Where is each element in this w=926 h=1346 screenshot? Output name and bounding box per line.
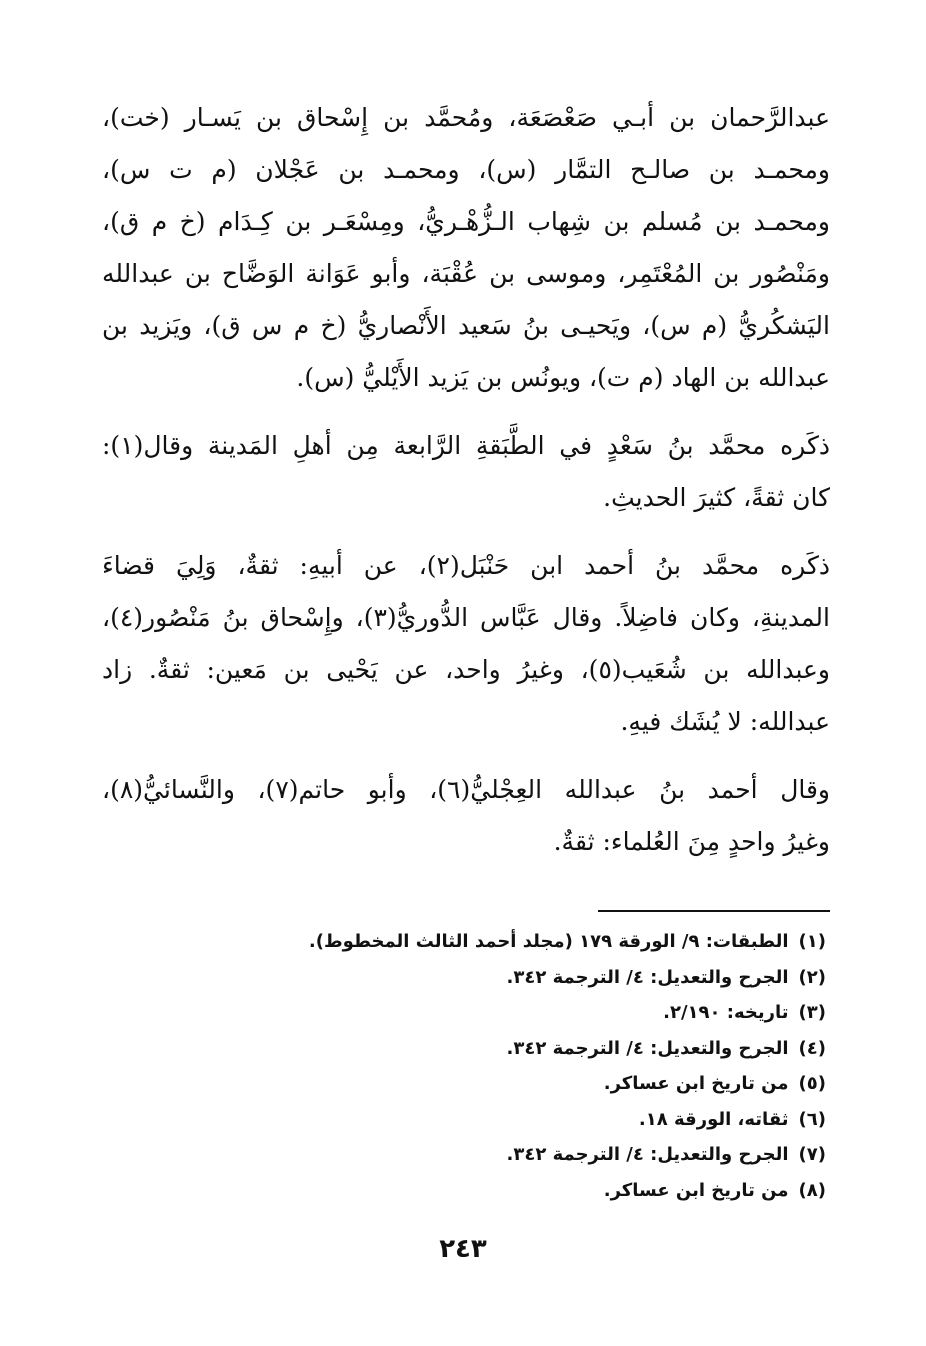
footnote [226, 924, 826, 960]
footnote-number: (٣) [798, 1002, 826, 1023]
footnote-number: (٢) [798, 966, 826, 988]
text-line: عبدالله: لا يُشَك فيهِ. [620, 707, 830, 736]
footnote-number: (١) [798, 931, 826, 952]
footnote-number: (٧) [798, 1144, 826, 1165]
text-line: ذكَره محمَّد بنُ أحمد ابن حَنْبَل(٢)، عن أبيهِ: ثقةٌ، وَلِيَ قضاءَ [102, 551, 830, 580]
text-line: كان ثقةً، كثيرَ الحديثِ. [603, 483, 830, 512]
footnote-text: الجرح والتعديل: ٤/ الترجمة ٣٤٢. [506, 1037, 789, 1059]
text-line: وغيرُ واحدٍ مِنَ العُلماء: ثقةٌ. [553, 827, 830, 856]
footnote-text: الجرح والتعديل: ٤/ الترجمة ٣٤٢. [506, 1144, 789, 1165]
paragraph-ibn-hanbal [102, 540, 830, 748]
text-line: المدينةِ، وكان فاضِلاً. وقال عَبَّاس الدُّوريُّ(٣)، وإِسْحاق بنُ مَنْصُور(٤)، [102, 603, 830, 632]
footnote-text: الجرح والتعديل: ٤/ الترجمة ٣٤٢. [506, 966, 789, 988]
footnote [226, 1066, 826, 1102]
text-line: اليَشكُريُّ (م س)، ويَحيـى بنُ سَعيد الأَنْصاريُّ (خ م س ق)، ويَزيد بن [102, 311, 830, 340]
paragraph-narrators [102, 92, 830, 404]
text-line: عبدالرَّحمان بن أبـي صَعْصَعَة، ومُحمَّد بن إِسْحاق بن يَسـار (خت)، [102, 103, 830, 132]
text-line: ومحمـد بن مُسلم بن شِهاب الـزُّهْـريُّ، ومِسْعَـر بن كِـدَام (خ م ق)، [102, 207, 830, 236]
text-line: ومَنْصُور بن المُعْتَمِر، وموسى بن عُقْبَة، وأبو عَوَانة الوَضَّاح بن عبدالله [102, 259, 830, 288]
text-line: وقال أحمد بنُ عبدالله العِجْليُّ(٦)، وأبو حاتم(٧)، والنَّسائيُّ(٨)، [102, 775, 830, 804]
footnote [226, 1031, 826, 1067]
paragraph-ijli [102, 764, 830, 868]
footnote-number: (٥) [798, 1073, 826, 1094]
footnote [226, 1137, 826, 1173]
footnote-text: تاريخه: ٢/١٩٠. [663, 1002, 789, 1023]
text-line: وعبدالله بن شُعَيب(٥)، وغيرُ واحد، عن يَحْيى بن مَعين: ثقةٌ. زاد [102, 655, 830, 684]
footnotes [226, 924, 826, 1208]
footnote-text: من تاريخ ابن عساكر. [603, 1073, 789, 1094]
footnote [226, 995, 826, 1031]
footnote-number: (٦) [798, 1108, 826, 1130]
text-line: عبدالله بن الهاد (م ت)، ويونُس بن يَزيد الأَيْليُّ (س). [296, 363, 830, 392]
footnote [226, 1102, 826, 1138]
text-line: ذكَره محمَّد بنُ سَعْدٍ في الطَّبَقةِ الرَّابعة مِن أهلِ المَدينة وقال(١): [102, 431, 830, 460]
footnote-separator [598, 910, 830, 912]
footnote-text: ثقاته، الورقة ١٨. [638, 1108, 789, 1130]
text-line: ومحمـد بن صالـح التمَّار (س)، ومحمـد بن عَجْلان (م ت س)، [102, 155, 830, 184]
footnote-text: من تاريخ ابن عساكر. [603, 1179, 789, 1201]
footnote-number: (٤) [798, 1037, 826, 1059]
paragraph-ibn-sad [102, 420, 830, 524]
footnote-text: الطبقات: ٩/ الورقة ١٧٩ (مجلد أحمد الثالث المخطوط). [308, 931, 789, 952]
footnote [226, 960, 826, 996]
main-text [102, 92, 830, 884]
footnote-number: (٨) [798, 1179, 826, 1201]
footnote [226, 1173, 826, 1209]
page-number: ٢٤٣ [439, 1234, 487, 1264]
